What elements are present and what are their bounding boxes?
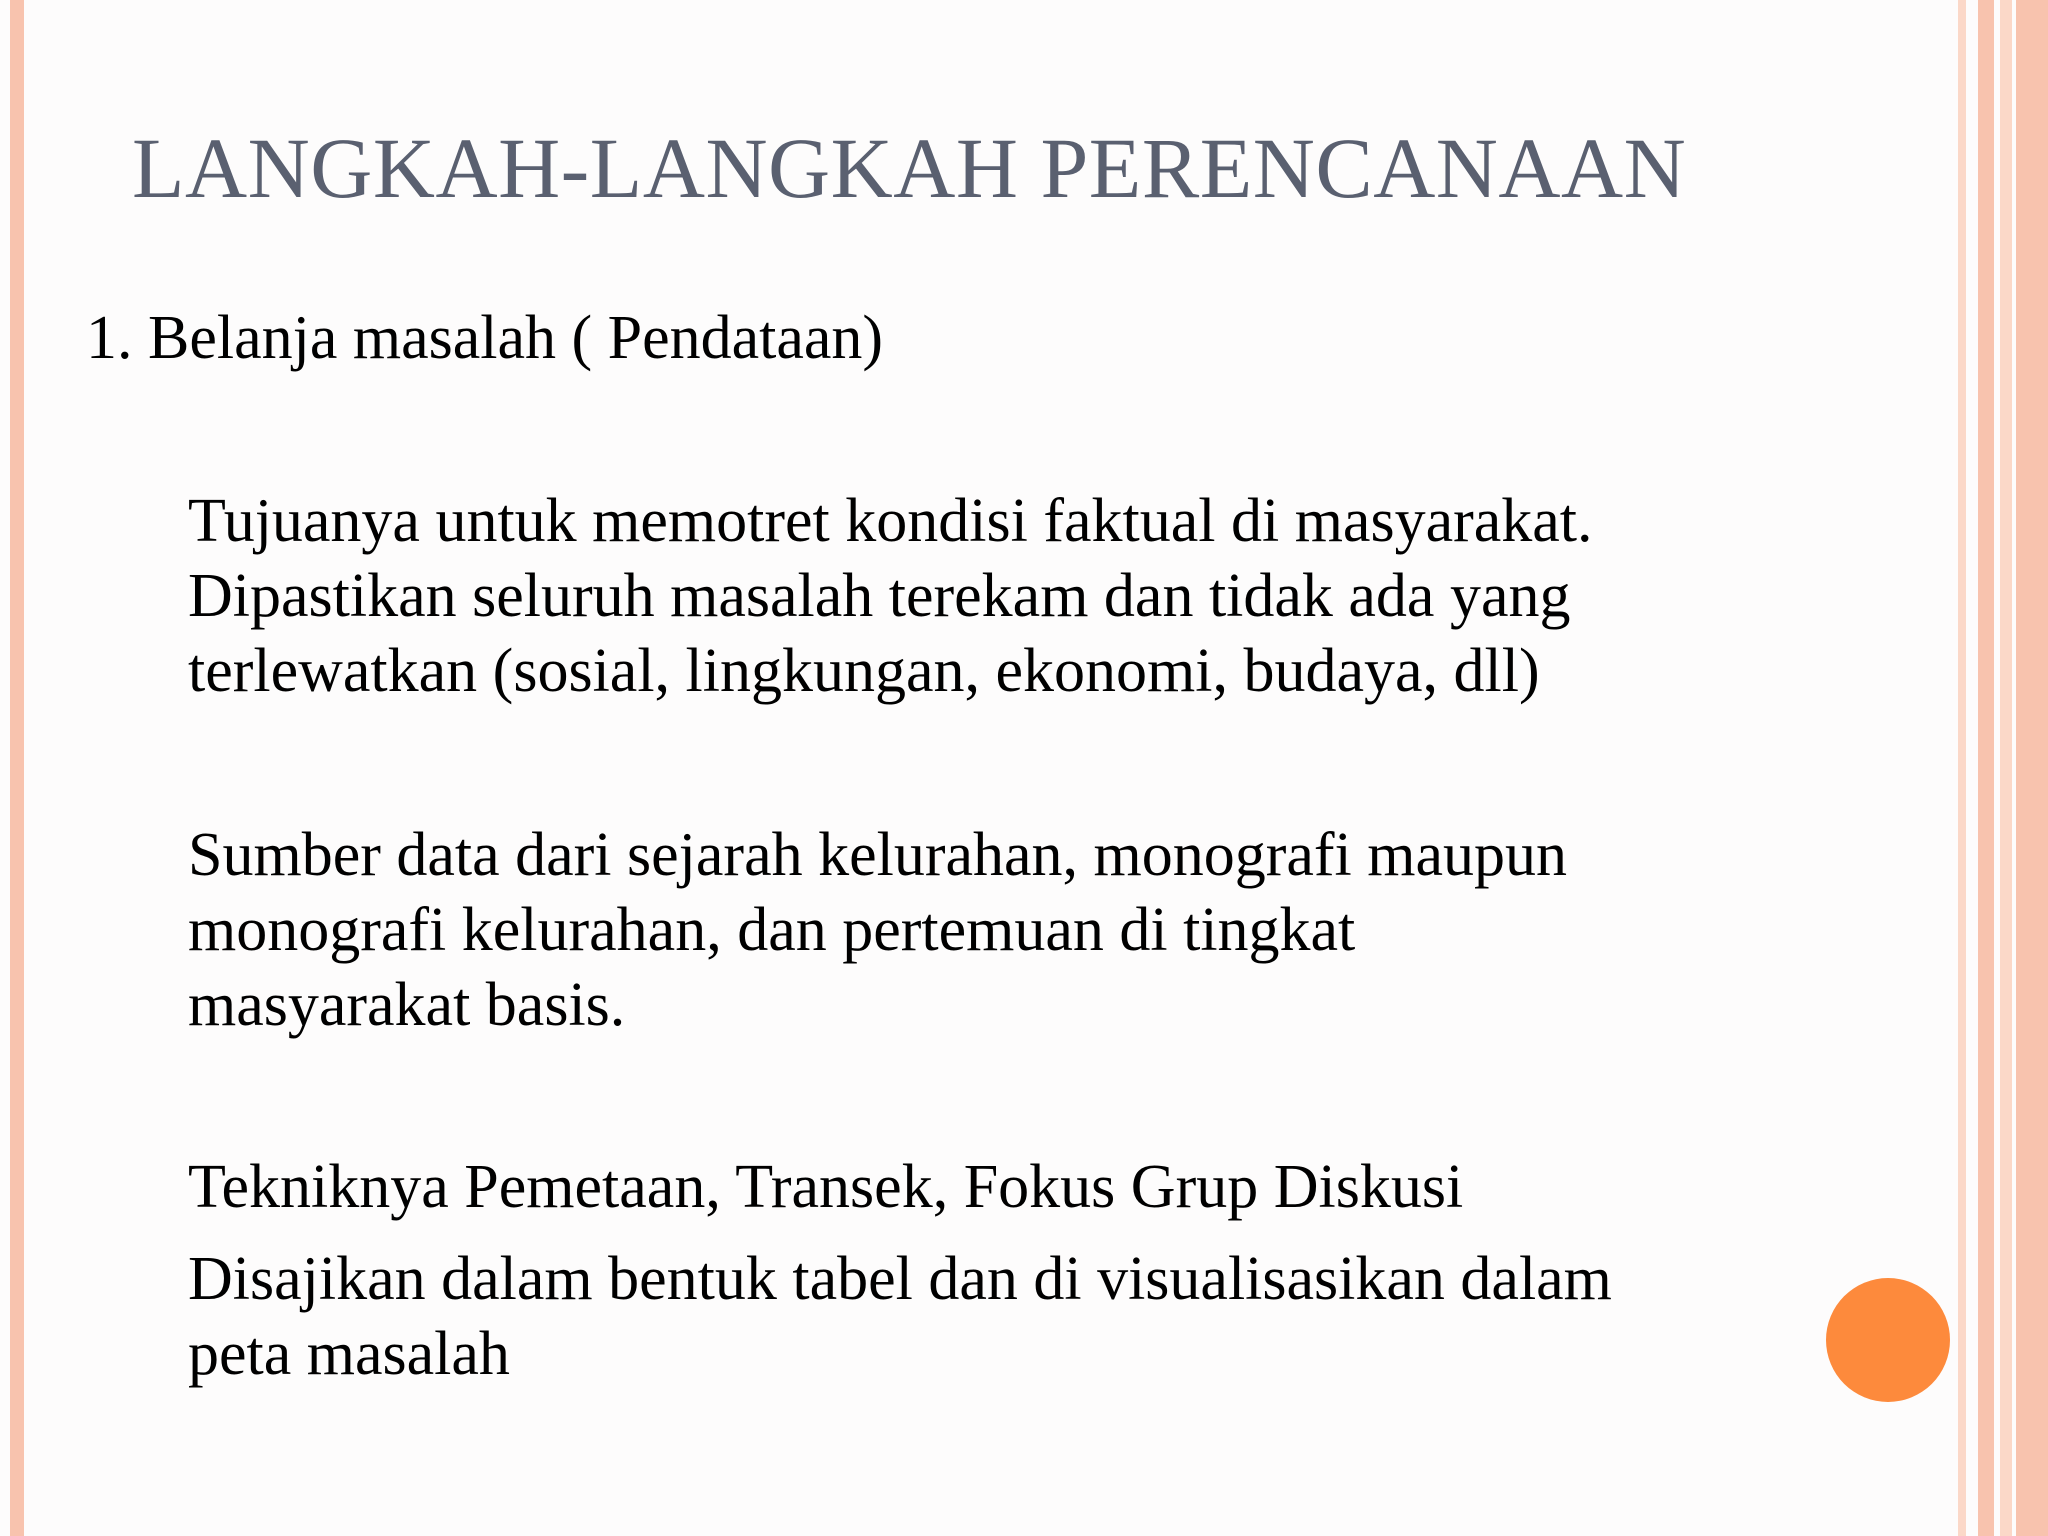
paragraph-line: monografi kelurahan, dan pertemuan di tingkat <box>188 896 1356 964</box>
paragraph-line: Dipastikan seluruh masalah terekam dan tidak ada yang <box>188 562 1571 630</box>
paragraph-line: Tujuanya untuk memotret kondisi faktual di masyarakat. <box>188 487 1593 555</box>
paragraph-line: masyarakat basis. <box>188 971 626 1039</box>
right-border-stripe <box>2000 0 2012 1536</box>
paragraph-purpose <box>188 484 1593 709</box>
paragraph-technique <box>188 1150 1463 1225</box>
slide-title: LANGKAH-LANGKAH PERENCANAAN <box>132 120 1687 216</box>
orange-circle-icon <box>1826 1278 1950 1402</box>
paragraph-line: peta masalah <box>188 1320 510 1388</box>
paragraph-line: Sumber data dari sejarah kelurahan, monografi maupun <box>188 821 1568 889</box>
paragraph-line: Disajikan dalam bentuk tabel dan di visualisasikan dalam <box>188 1245 1612 1313</box>
left-border-stripe <box>10 0 24 1536</box>
paragraph-presentation <box>188 1242 1612 1392</box>
right-border-stripe <box>2016 0 2048 1536</box>
paragraph-line: Tekniknya Pemetaan, Transek, Fokus Grup Diskusi <box>188 1153 1464 1221</box>
right-border-stripe <box>1958 0 1966 1536</box>
paragraph-data-source <box>188 818 1567 1043</box>
paragraph-line: terlewatkan (sosial, lingkungan, ekonomi, budaya, dll) <box>188 637 1540 705</box>
item-heading: 1. Belanja masalah ( Pendataan) <box>86 304 884 372</box>
right-border-stripe <box>1978 0 1994 1536</box>
